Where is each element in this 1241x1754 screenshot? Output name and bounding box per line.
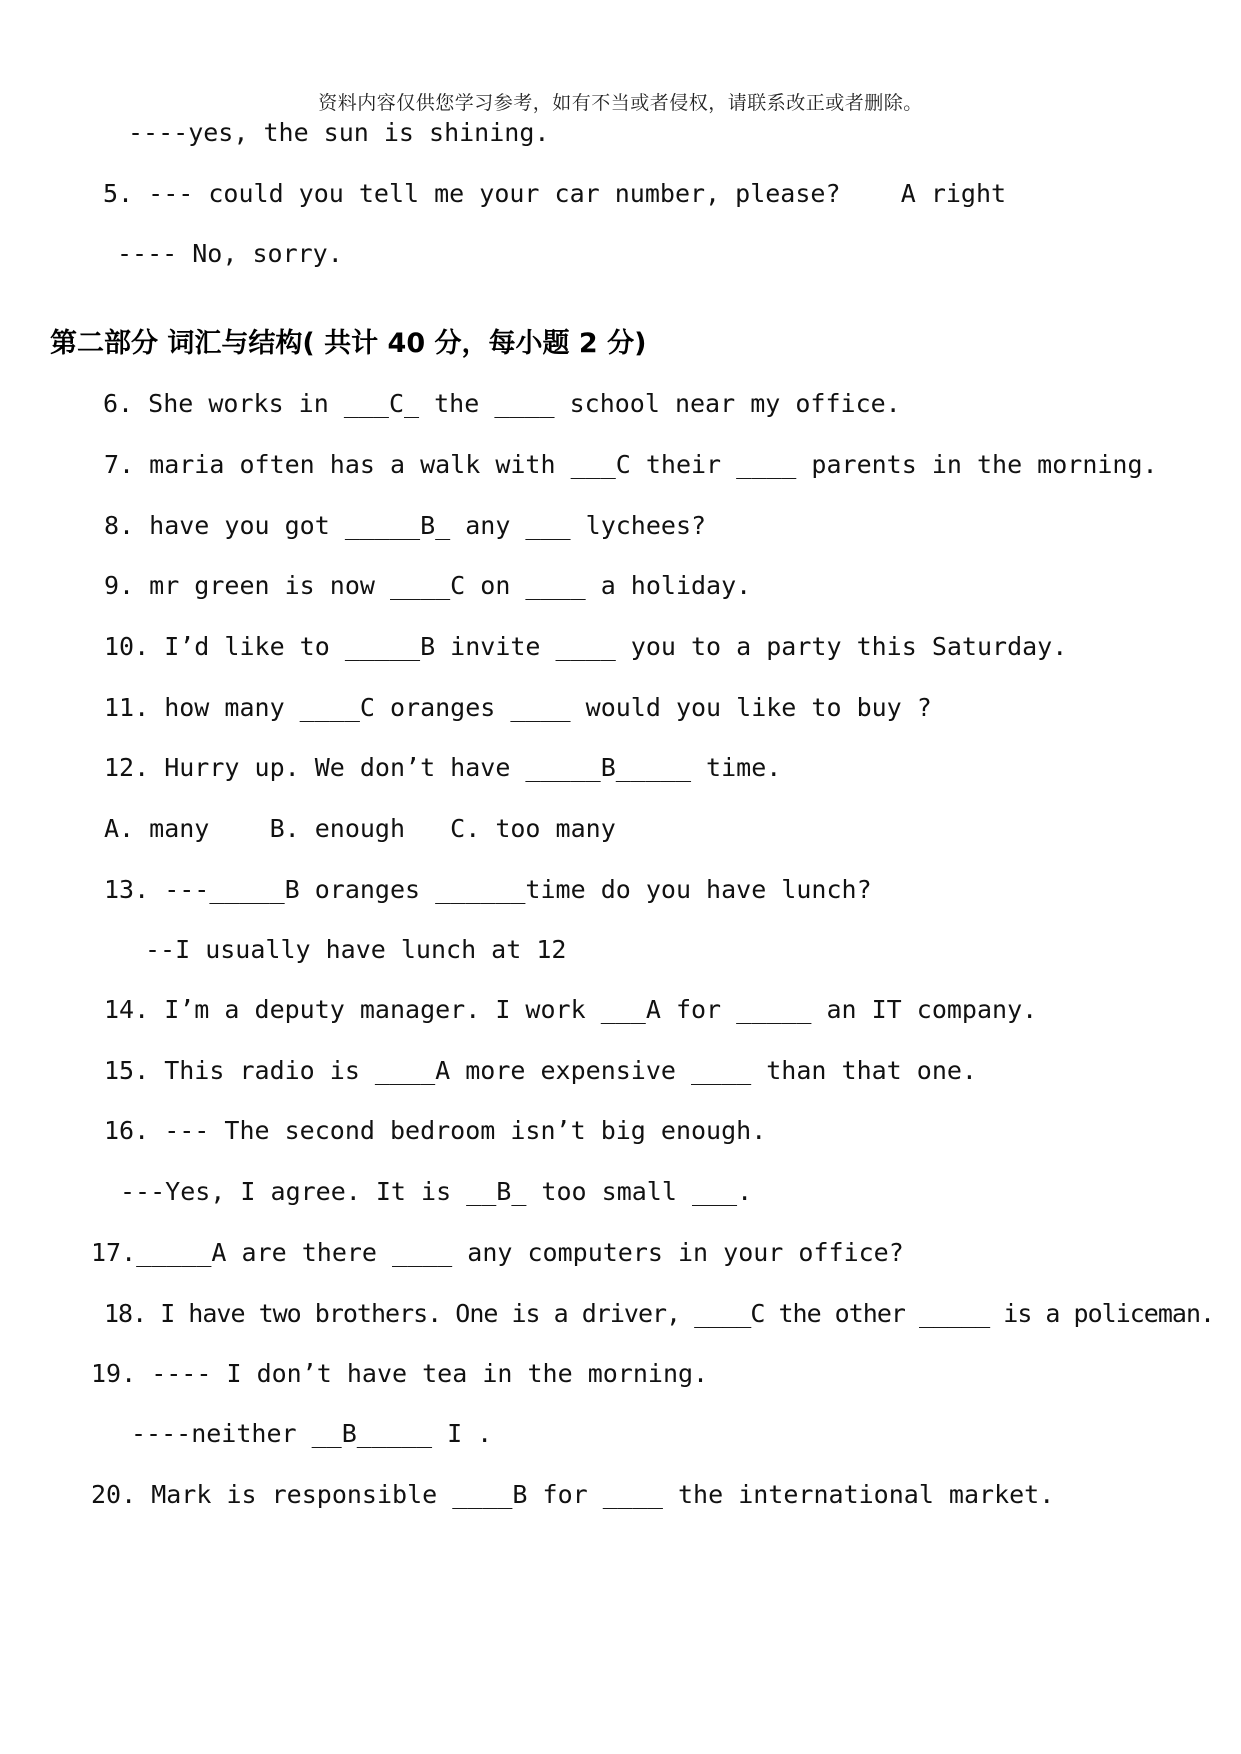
- header-disclaimer: 资料内容仅供您学习参考，如有不当或者侵权，请联系改正或者删除。: [318, 92, 923, 114]
- question-14: 14. I’m a deputy manager. I work ___A for _____ an IT company.: [104, 995, 1038, 1024]
- question-8: 8. have you got _____B_ any ___ lychees?: [104, 511, 707, 540]
- question-16: 16. --- The second bedroom isn’t big enough.: [104, 1116, 767, 1145]
- question-13-reply: --I usually have lunch at 12: [145, 935, 567, 964]
- question-9: 9. mr green is now ____C on ____ a holiday.: [104, 571, 752, 600]
- answer-line-no-sorry: ---- No, sorry.: [117, 239, 343, 268]
- question-18: 18. I have two brothers. One is a driver, ____C the other _____ is a policeman.: [104, 1299, 1215, 1328]
- question-12-options: A. many B. enough C. too many: [104, 814, 616, 843]
- question-15: 15. This radio is ____A more expensive ____ than that one.: [104, 1056, 977, 1085]
- question-5: 5. --- could you tell me your car number, please? A right: [103, 179, 1007, 208]
- question-17: 17._____A are there ____ any computers in your office?: [91, 1238, 904, 1267]
- question-10: 10. I’d like to _____B invite ____ you to a party this Saturday.: [104, 632, 1068, 661]
- question-13: 13. ---_____B oranges ______time do you have lunch?: [104, 875, 872, 904]
- answer-line-sun-shining: ----yes, the sun is shining.: [128, 118, 550, 147]
- question-16-reply: ---Yes, I agree. It is __B_ too small ___.: [120, 1177, 753, 1206]
- question-7: 7. maria often has a walk with ___C their ____ parents in the morning.: [104, 450, 1158, 479]
- question-19-reply: ----neither __B_____ I .: [131, 1419, 493, 1448]
- question-6: 6. She works in ___C_ the ____ school near my office.: [103, 389, 901, 418]
- question-20: 20. Mark is responsible ____B for ____ the international market.: [91, 1480, 1055, 1509]
- question-19: 19. ---- I don’t have tea in the morning.: [91, 1359, 709, 1388]
- question-11: 11. how many ____C oranges ____ would you like to buy ?: [104, 693, 932, 722]
- section-heading: 第二部分 词汇与结构( 共计 40 分，每小题 2 分): [50, 328, 647, 359]
- question-12: 12. Hurry up. We don’t have _____B_____ time.: [104, 753, 782, 782]
